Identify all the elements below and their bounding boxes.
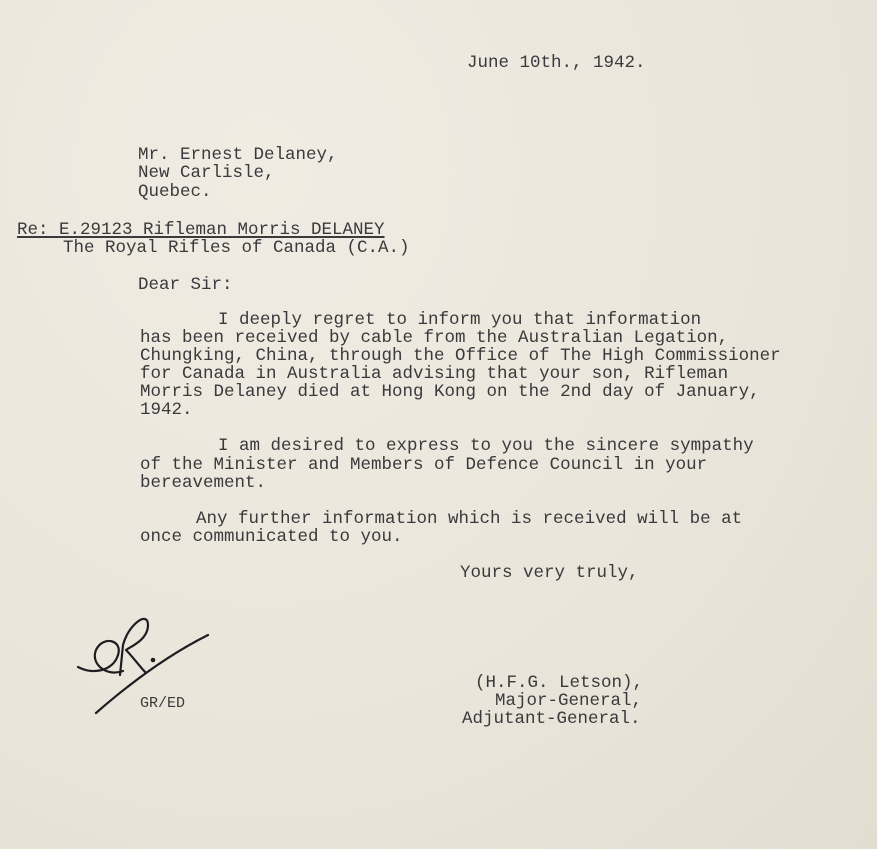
paragraph-line: Morris Delaney died at Hong Kong on the 2nd day of January, (140, 382, 760, 402)
subject-unit: The Royal Rifles of Canada (C.A.) (63, 238, 410, 258)
paragraph-line: bereavement. (140, 473, 267, 493)
paragraph-line: I deeply regret to inform you that information (218, 310, 702, 330)
address-line: New Carlisle, (138, 163, 275, 183)
paragraph-line: 1942. (140, 400, 193, 420)
paragraph-line: of the Minister and Members of Defence Council in your (140, 455, 708, 475)
signatory-name: (H.F.G. Letson), (475, 673, 644, 693)
paragraph-line: Chungking, China, through the Office of The High Commissioner (140, 346, 781, 366)
reference-initials: GR/ED (140, 695, 186, 712)
paragraph-line: Any further information which is received will be at (196, 509, 743, 529)
address-line: Mr. Ernest Delaney, (138, 145, 338, 165)
subject-line: Re: E.29123 Rifleman Morris DELANEY (17, 220, 385, 240)
closing: Yours very truly, (460, 563, 639, 583)
paragraph-line: for Canada in Australia advising that your son, Rifleman (140, 364, 729, 384)
paragraph-line: has been received by cable from the Australian Legation, (140, 328, 729, 348)
paragraph-line: once communicated to you. (140, 527, 403, 547)
salutation: Dear Sir: (138, 275, 233, 295)
signatory-rank: Major-General, (495, 691, 643, 711)
paragraph-line: I am desired to express to you the sincere sympathy (218, 436, 754, 456)
letter-date: June 10th., 1942. (467, 53, 646, 73)
address-line: Quebec. (138, 182, 212, 202)
signatory-title: Adjutant-General. (462, 709, 641, 729)
